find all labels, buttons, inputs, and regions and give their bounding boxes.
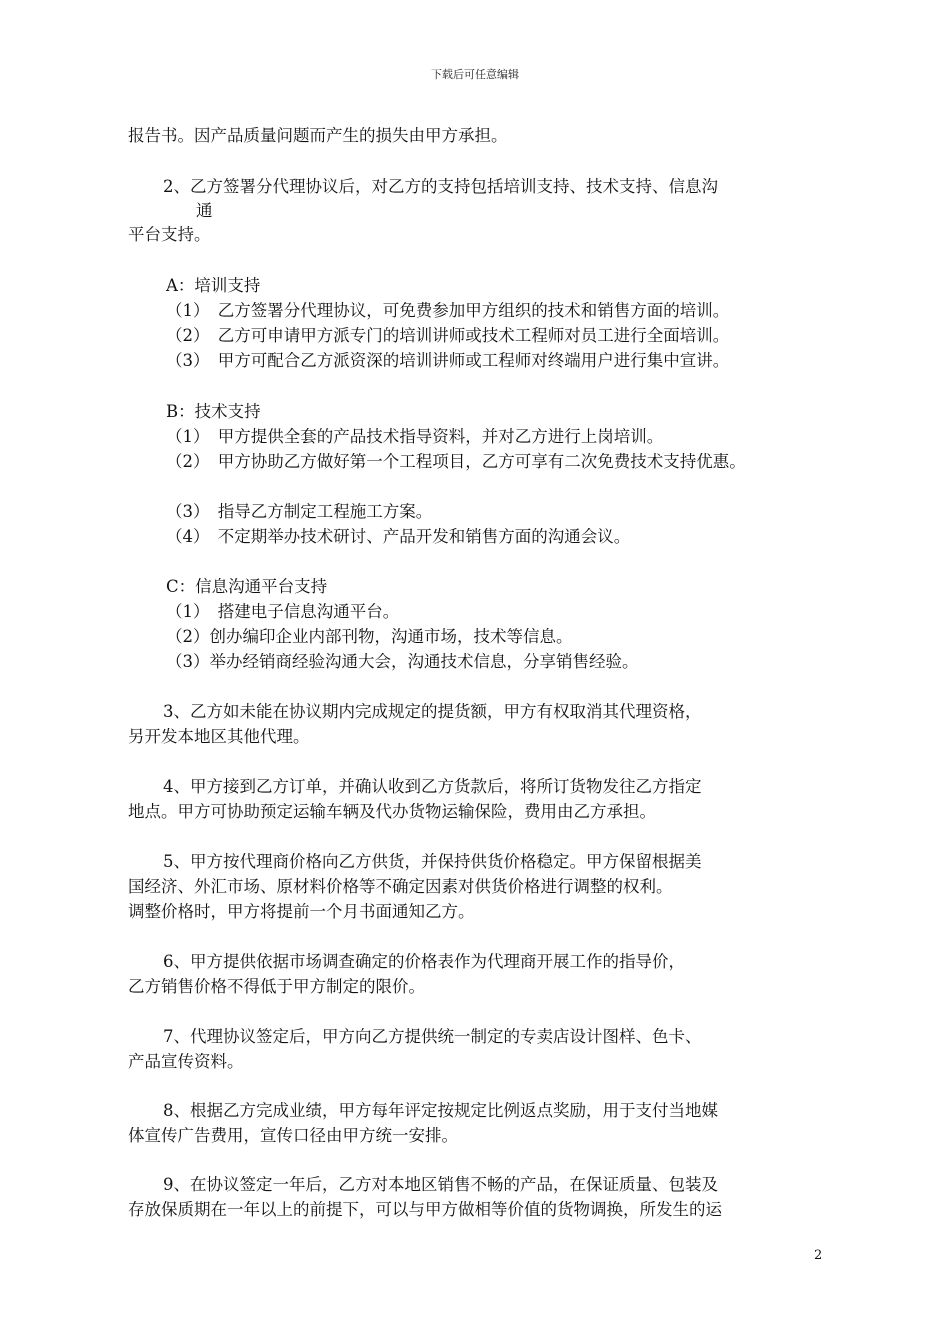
text-line: 通 <box>196 201 213 220</box>
page-number: 2 <box>814 1248 823 1263</box>
text-line: 平台支持。 <box>128 225 211 244</box>
list-item: （3） 甲方可配合乙方派资深的培训讲师或工程师对终端用户进行集中宣讲。 <box>166 351 730 370</box>
list-item: （1） 乙方签署分代理协议，可免费参加甲方组织的技术和销售方面的培训。 <box>166 301 730 320</box>
text-line: 另开发本地区其他代理。 <box>128 727 310 746</box>
list-item: （3）举办经销商经验沟通大会，沟通技术信息，分享销售经验。 <box>166 652 639 671</box>
list-item: （2） 乙方可申请甲方派专门的培训讲师或技术工程师对员工进行全面培训。 <box>166 326 730 345</box>
text-line: 产品宣传资料。 <box>128 1052 244 1071</box>
section-heading: C：信息沟通平台支持 <box>166 577 328 596</box>
text-line: 体宣传广告费用，宣传口径由甲方统一安排。 <box>128 1126 458 1145</box>
text-line: 8、根据乙方完成业绩，甲方每年评定按规定比例返点奖励，用于支付当地媒 <box>163 1101 718 1120</box>
text-line: 3、乙方如未能在协议期内完成规定的提货额，甲方有权取消其代理资格， <box>163 702 702 721</box>
page-header: 下载后可任意编辑 <box>431 68 519 81</box>
text-line: 乙方销售价格不得低于甲方制定的限价。 <box>128 977 425 996</box>
text-line: 报告书。因产品质量问题而产生的损失由甲方承担。 <box>128 126 508 145</box>
text-line: 调整价格时，甲方将提前一个月书面通知乙方。 <box>128 902 475 921</box>
section-heading: B：技术支持 <box>166 402 261 421</box>
section-heading: A：培训支持 <box>166 276 261 295</box>
list-item: （2）创办编印企业内部刊物，沟通市场，技术等信息。 <box>166 627 573 646</box>
text-line: 4、甲方接到乙方订单，并确认收到乙方货款后，将所订货物发往乙方指定 <box>163 777 702 796</box>
list-item: （4） 不定期举办技术研讨、产品开发和销售方面的沟通会议。 <box>166 527 631 546</box>
text-line: 存放保质期在一年以上的前提下，可以与甲方做相等价值的货物调换，所发生的运 <box>128 1200 722 1219</box>
list-item: （2） 甲方协助乙方做好第一个工程项目，乙方可享有二次免费技术支持优惠。 <box>166 452 746 471</box>
list-item: （1） 甲方提供全套的产品技术指导资料，并对乙方进行上岗培训。 <box>166 427 664 446</box>
text-line: 国经济、外汇市场、原材料价格等不确定因素对供货价格进行调整的权利。 <box>128 877 673 896</box>
text-line: 7、代理协议签定后，甲方向乙方提供统一制定的专卖店设计图样、色卡、 <box>163 1027 702 1046</box>
text-line: 2、乙方签署分代理协议后，对乙方的支持包括培训支持、技术支持、信息沟 <box>163 177 718 196</box>
list-item: （3） 指导乙方制定工程施工方案。 <box>166 502 433 521</box>
list-item: （1） 搭建电子信息沟通平台。 <box>166 602 400 621</box>
text-line: 6、甲方提供依据市场调查确定的价格表作为代理商开展工作的指导价， <box>163 952 685 971</box>
text-line: 地点。甲方可协助预定运输车辆及代办货物运输保险，费用由乙方承担。 <box>128 802 656 821</box>
text-line: 9、在协议签定一年后，乙方对本地区销售不畅的产品，在保证质量、包装及 <box>163 1175 718 1194</box>
text-line: 5、甲方按代理商价格向乙方供货，并保持供货价格稳定。甲方保留根据美 <box>163 852 702 871</box>
